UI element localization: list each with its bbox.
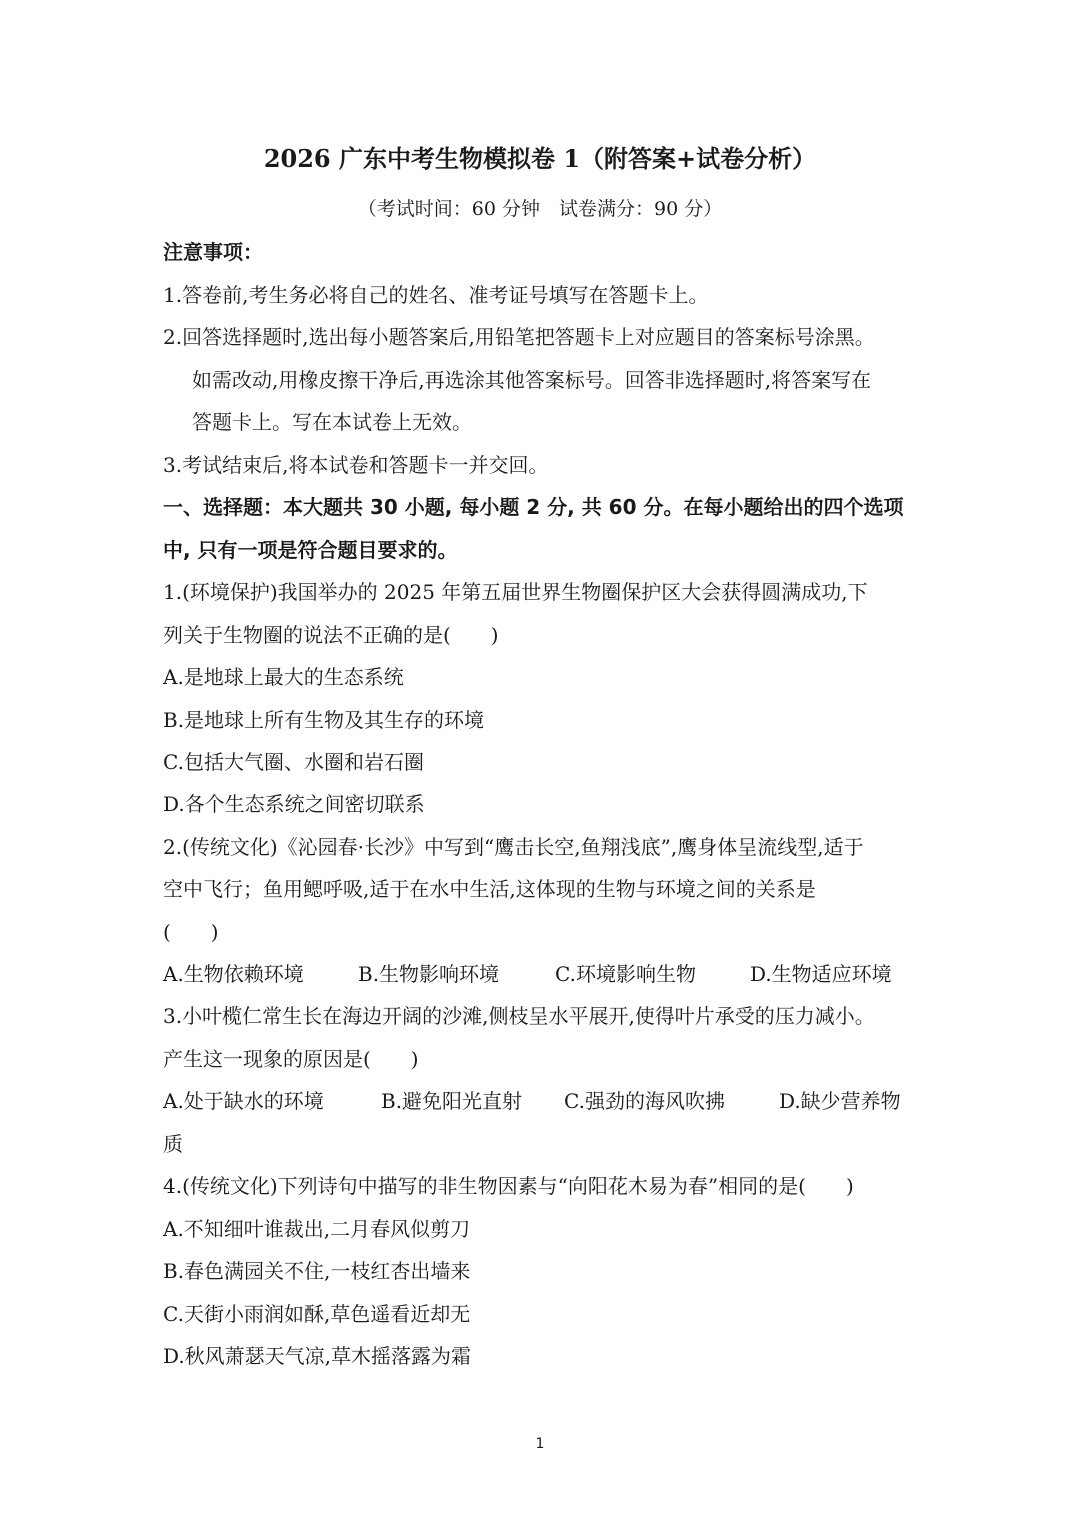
question-3-option-d: D.缺少营养物 <box>779 1089 901 1113</box>
notice-heading: 注意事项： <box>163 240 263 264</box>
question-1-stem: 1.(环境保护)我国举办的 2025 年第五届世界生物圈保护区大会获得圆满成功,下 <box>163 580 868 604</box>
question-4-option-a: A.不知细叶谁裁出,二月春风似剪刀 <box>163 1217 471 1241</box>
question-2-option-b: B.生物影响环境 <box>358 962 500 986</box>
question-3-stem: 产生这一现象的原因是( ) <box>163 1047 419 1071</box>
question-4-stem: 4.(传统文化)下列诗句中描写的非生物因素与“向阳花木易为春”相同的是( ) <box>163 1174 854 1198</box>
exam-info: （考试时间：60 分钟 试卷满分：90 分） <box>357 198 723 220</box>
notice-item: 如需改动,用橡皮擦干净后,再选涂其他答案标号。回答非选择题时,将答案写在 <box>192 368 872 392</box>
notice-item: 答题卡上。写在本试卷上无效。 <box>192 410 472 434</box>
question-4-option-d: D.秋风萧瑟天气凉,草木摇落露为霜 <box>163 1344 472 1368</box>
question-4-option-b: B.春色满园关不住,一枝红杏出墙来 <box>163 1259 471 1283</box>
question-4-option-c: C.天街小雨润如酥,草色遥看近却无 <box>163 1302 471 1326</box>
question-3-option-b: B.避免阳光直射 <box>381 1089 523 1113</box>
page-title: 2026 广东中考生物模拟卷 1（附答案+试卷分析） <box>263 144 817 173</box>
section-heading: 一、选择题：本大题共 30 小题, 每小题 2 分, 共 60 分。在每小题给出的四个选项 <box>163 495 904 519</box>
question-3-option-c: C.强劲的海风吹拂 <box>564 1089 725 1113</box>
page-number: 1 <box>535 1436 545 1452</box>
question-2-stem: ( ) <box>163 920 219 944</box>
question-3-option-a: A.处于缺水的环境 <box>163 1089 324 1113</box>
question-2-option-c: C.环境影响生物 <box>555 962 696 986</box>
question-1-option-b: B.是地球上所有生物及其生存的环境 <box>163 708 485 732</box>
notice-item: 1.答卷前,考生务必将自己的姓名、准考证号填写在答题卡上。 <box>163 283 709 307</box>
question-2-option-d: D.生物适应环境 <box>750 962 892 986</box>
question-3-option-d-continued: 质 <box>163 1132 183 1156</box>
question-2-stem: 2.(传统文化)《沁园春·长沙》中写到“鹰击长空,鱼翔浅底”,鹰身体呈流线型,适于 <box>163 835 864 859</box>
notice-item: 3.考试结束后,将本试卷和答题卡一并交回。 <box>163 453 549 477</box>
question-1-stem: 列关于生物圈的说法不正确的是( ) <box>163 623 499 647</box>
question-1-option-d: D.各个生态系统之间密切联系 <box>163 792 425 816</box>
question-3-stem: 3.小叶榄仁常生长在海边开阔的沙滩,侧枝呈水平展开,使得叶片承受的压力减小。 <box>163 1004 875 1028</box>
question-2-option-a: A.生物依赖环境 <box>163 962 304 986</box>
question-1-option-c: C.包括大气圈、水圈和岩石圈 <box>163 750 424 774</box>
notice-item: 2.回答选择题时,选出每小题答案后,用铅笔把答题卡上对应题目的答案标号涂黑。 <box>163 325 875 349</box>
question-1-option-a: A.是地球上最大的生态系统 <box>163 665 404 689</box>
section-heading: 中, 只有一项是符合题目要求的。 <box>163 538 458 562</box>
question-2-stem: 空中飞行；鱼用鳃呼吸,适于在水中生活,这体现的生物与环境之间的关系是 <box>163 877 816 901</box>
